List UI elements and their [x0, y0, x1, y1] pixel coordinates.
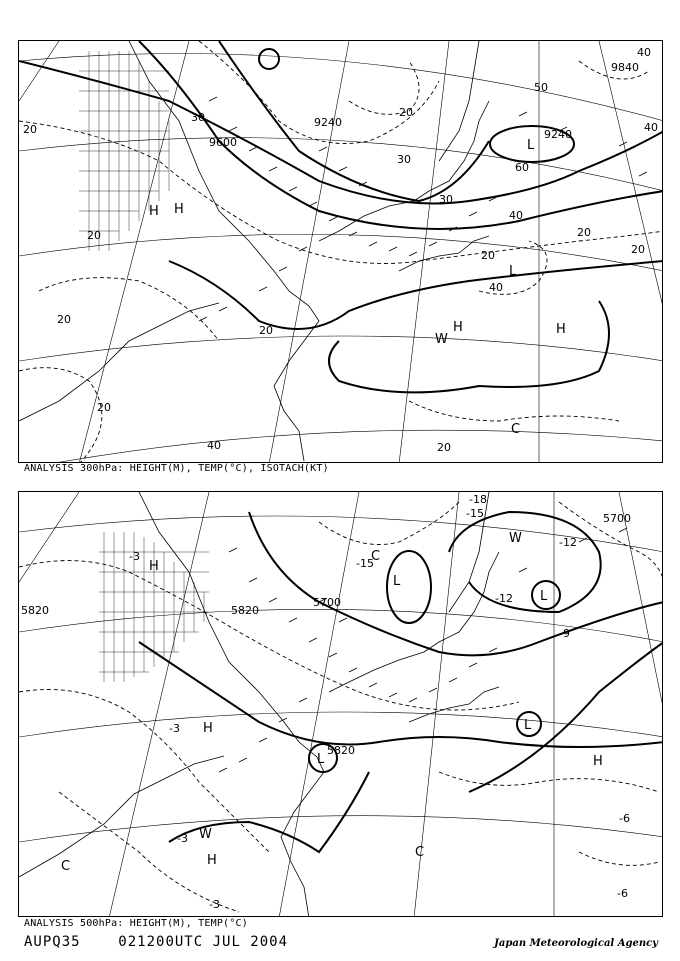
- map-500hpa-svg: [19, 492, 663, 917]
- analysis-300hpa-map: [18, 40, 663, 463]
- temp-label-12: -12: [559, 536, 577, 549]
- chart-footer: [24, 934, 288, 950]
- graticule: [19, 41, 663, 463]
- isotach-label-16: 40: [207, 439, 221, 452]
- isotach-label-19: 50: [534, 81, 548, 94]
- low-center-4: L: [393, 574, 401, 589]
- high-center-4: H: [556, 322, 566, 337]
- hatched-region: [79, 51, 169, 251]
- height-label-1: 5700: [313, 596, 341, 609]
- wind-barbs: [199, 97, 647, 321]
- temp-label-11: -18: [469, 493, 487, 506]
- isotach-label-17: 40: [644, 121, 658, 134]
- high-center-1: H: [149, 204, 159, 219]
- coastline: [19, 492, 499, 917]
- high-center-4: H: [593, 754, 603, 769]
- map-300hpa-svg: [19, 41, 663, 463]
- isotach-label-8: 20: [577, 226, 591, 239]
- height-label-1: 9600: [209, 136, 237, 149]
- height-label-3: 9240: [544, 128, 572, 141]
- chart-code: AUPQ35: [24, 934, 81, 950]
- isotach-label-14: 40: [509, 209, 523, 222]
- isotach-label-20: 60: [515, 161, 529, 174]
- isotach-label-5: 20: [259, 324, 273, 337]
- isotach-label-3: 20: [57, 313, 71, 326]
- height-label-4: 5820: [231, 604, 259, 617]
- high-center-3: H: [453, 320, 463, 335]
- low-center-1: L: [509, 264, 517, 279]
- height-label-2: 5700: [603, 512, 631, 525]
- isotach-label-7: 20: [481, 249, 495, 262]
- isotach-label-9: 20: [631, 243, 645, 256]
- caption-500hpa: ANALYSIS 500hPa: HEIGHT(M), TEMP(°C): [24, 918, 248, 929]
- isotach-label-11: 30: [191, 111, 205, 124]
- isotach-label-13: 30: [439, 193, 453, 206]
- temp-label-1: -3: [129, 550, 140, 563]
- temp-label-4: -3: [209, 898, 220, 911]
- isotach-label-18: 40: [637, 46, 651, 59]
- low-center-1: L: [540, 589, 548, 604]
- cold-center-1: C: [61, 859, 71, 874]
- warm-center-1: W: [435, 332, 448, 347]
- temp-label-8: -12: [495, 592, 513, 605]
- height-label-2: 9240: [314, 116, 342, 129]
- cold-center-2: C: [415, 845, 425, 860]
- analysis-500hpa-map: [18, 491, 663, 917]
- low-center-2: L: [527, 138, 535, 153]
- height-label-5: 5820: [327, 744, 355, 757]
- isotach-label-12: 30: [397, 153, 411, 166]
- coastline: [19, 41, 489, 461]
- temp-label-2: -3: [169, 722, 180, 735]
- height-label-3: 5820: [21, 604, 49, 617]
- temp-label-3: -3: [177, 832, 188, 845]
- isotach-label-15: 40: [489, 281, 503, 294]
- isotach-contours: [19, 41, 663, 463]
- temp-label-5: -6: [617, 887, 628, 900]
- caption-300hpa: ANALYSIS 300hPa: HEIGHT(M), TEMP(°C), ISOTACH(KT): [24, 463, 329, 474]
- high-center-1: H: [149, 559, 159, 574]
- high-center-2: H: [203, 721, 213, 736]
- isotach-label-4: 20: [97, 401, 111, 414]
- cold-center-1: C: [511, 422, 521, 437]
- temp-contours: [19, 502, 663, 912]
- low-center-3: L: [317, 752, 325, 767]
- warm-center-2: W: [199, 827, 212, 842]
- high-center-2: H: [174, 202, 184, 217]
- cold-center-3: C: [371, 549, 381, 564]
- temp-label-10: -15: [466, 507, 484, 520]
- isotach-label-2: 20: [87, 229, 101, 242]
- height-contours: [19, 41, 663, 392]
- low-center-2: L: [524, 718, 532, 733]
- wind-barbs: [219, 528, 627, 772]
- isotach-label-1: 20: [23, 123, 37, 136]
- temp-label-6: -6: [619, 812, 630, 825]
- agency-name: Japan Meteorological Agency: [494, 938, 658, 949]
- isotach-label-10: 20: [437, 441, 451, 454]
- hatched-region: [99, 532, 209, 682]
- high-center-3: H: [207, 853, 217, 868]
- warm-center-1: W: [509, 531, 522, 546]
- isotach-label-6: 20: [399, 106, 413, 119]
- height-label-4: 9840: [611, 61, 639, 74]
- temp-label-7: -9: [559, 627, 570, 640]
- valid-time: 021200UTC JUL 2004: [118, 934, 289, 950]
- temp-label-9: -15: [356, 557, 374, 570]
